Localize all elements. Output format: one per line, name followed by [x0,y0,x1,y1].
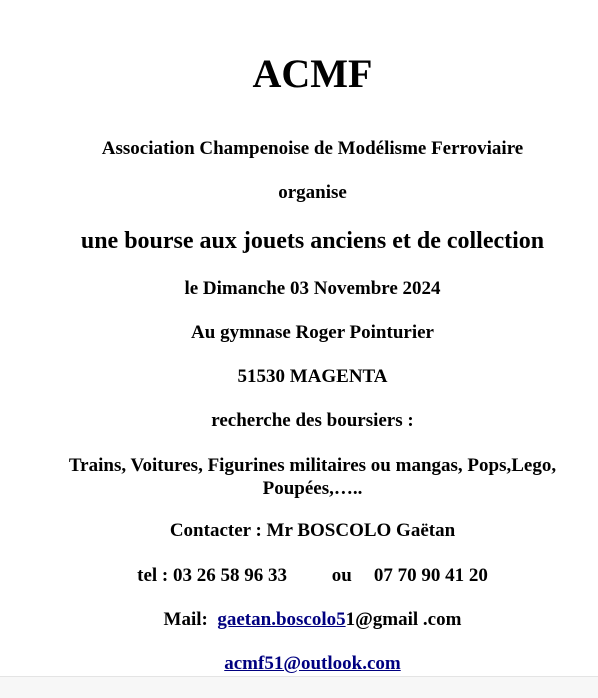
event-date: le Dimanche 03 Novembre 2024 [184,278,441,299]
phone-primary: tel : 03 26 58 96 33 [137,565,288,586]
email2-line [0,653,598,675]
organise-text: organise [278,182,347,203]
mail-rest: 1@gmail .com [345,609,462,630]
phone-or: ou [331,565,352,586]
phone-line [0,565,598,587]
bottom-scroll-bar[interactable] [0,676,598,698]
event-title: une bourse aux jouets anciens et de collection [80,228,545,254]
venue: Au gymnase Roger Pointurier [191,322,434,343]
email2-link[interactable]: acmf51@outlook.com [224,653,401,674]
mail-line [0,609,598,631]
seller-search: recherche des boursiers : [211,410,414,431]
mail-label: Mail: [163,609,208,630]
contact-line: Contacter : Mr BOSCOLO Gaëtan [169,520,456,541]
city: 51530 MAGENTA [237,366,388,387]
items-list: Trains, Voitures, Figurines militaires ou mangas, Pops,Lego, Poupées,….. [68,455,557,499]
page-title: ACMF [252,51,373,96]
phone-secondary: 07 70 90 41 20 [373,565,488,586]
mail-link[interactable]: gaetan.boscolo5 [217,609,346,630]
association-name: Association Champenoise de Modélisme Ferroviaire [101,138,524,159]
